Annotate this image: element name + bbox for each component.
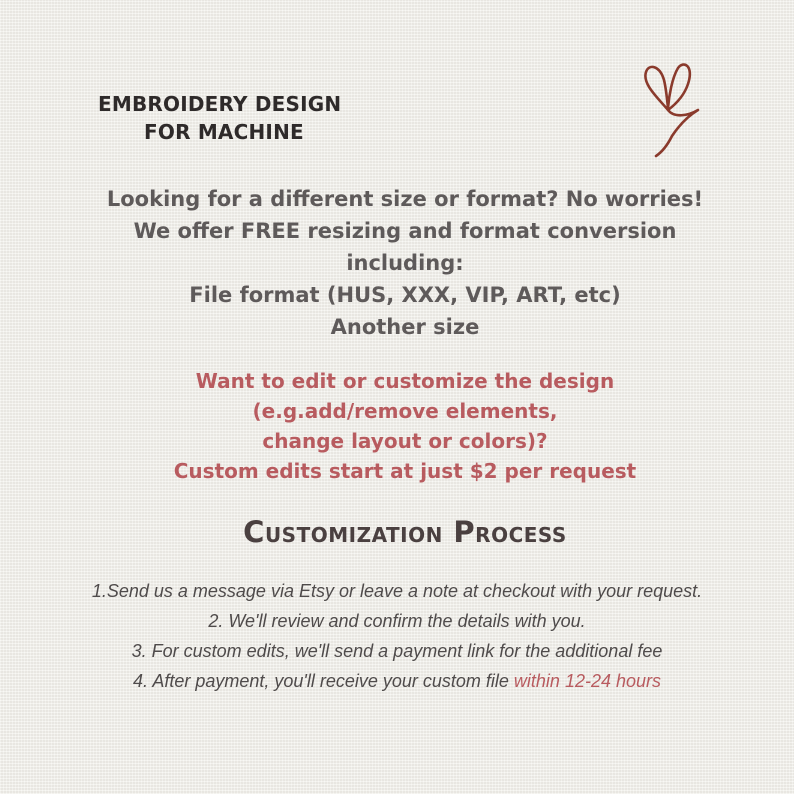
- process-title: Customization Process: [243, 515, 567, 549]
- customize-line: Custom edits start at just $2 per request: [173, 459, 637, 483]
- title-line-1: EMBROIDERY DESIGN: [98, 92, 342, 116]
- intro-line: Looking for a different size or format? No worries!: [106, 187, 704, 211]
- customize-line: Want to edit or customize the design: [195, 369, 615, 393]
- process-step: 2. We'll review and confirm the details with you.: [208, 611, 586, 631]
- process-step-text: 4. After payment, you'll receive your custom file: [132, 671, 514, 691]
- intro-line: including:: [346, 251, 464, 275]
- intro-text-block: [60, 183, 750, 343]
- process-steps: [20, 576, 774, 696]
- intro-line: Another size: [330, 315, 480, 339]
- customize-line: change layout or colors)?: [262, 429, 548, 453]
- intro-line: File format (HUS, XXX, VIP, ART, etc): [189, 283, 621, 307]
- page-title: [98, 90, 378, 146]
- title-line-2: FOR MACHINE: [144, 120, 304, 144]
- process-step: 1.Send us a message via Etsy or leave a note at checkout with your request.: [91, 581, 703, 601]
- turnaround-highlight: within 12-24 hours: [513, 671, 662, 691]
- customize-text-block: [60, 366, 750, 486]
- heart-doodle-icon: [636, 58, 706, 158]
- intro-line: We offer FREE resizing and format conversion: [133, 219, 677, 243]
- process-step-last: [20, 666, 774, 696]
- process-step: 3. For custom edits, we'll send a payment link for the additional fee: [131, 641, 663, 661]
- customize-line: (e.g.add/remove elements,: [252, 399, 558, 423]
